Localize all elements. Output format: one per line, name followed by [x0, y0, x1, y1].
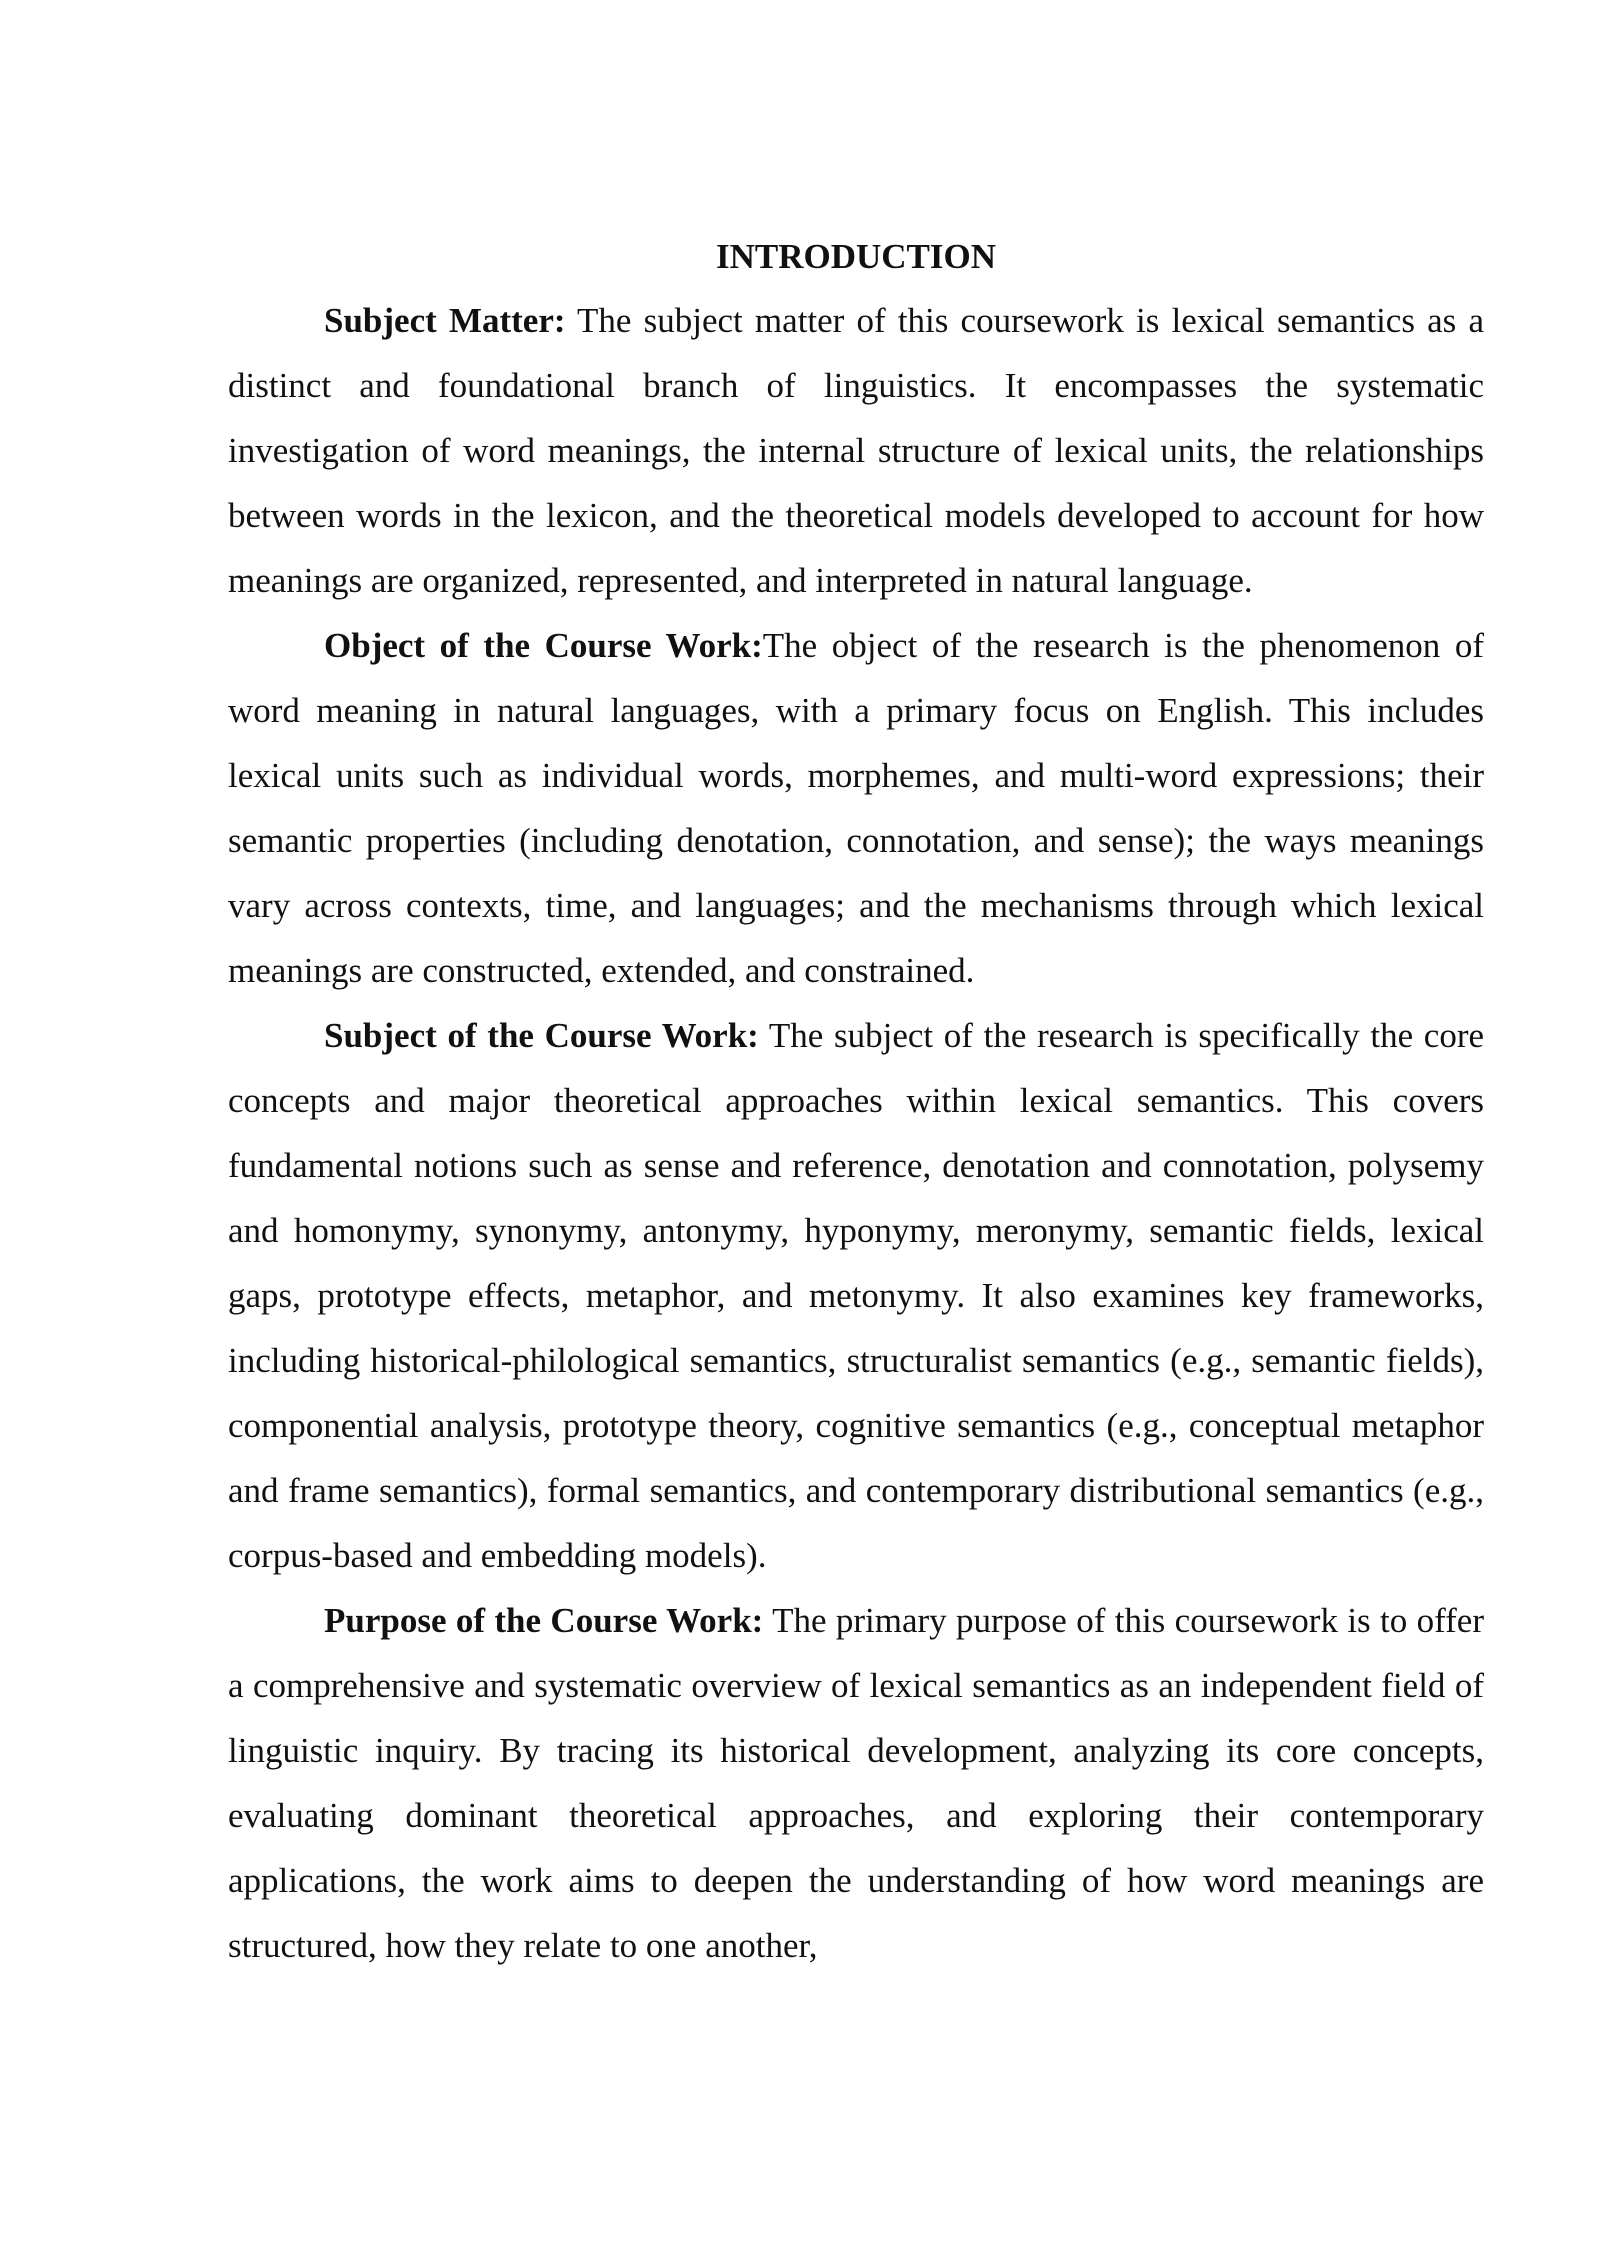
document-body — [228, 226, 1484, 1978]
paragraph-subject — [228, 1003, 1484, 1588]
paragraph-lead: Object of the Course Work: — [324, 626, 763, 665]
paragraph-purpose — [228, 1588, 1484, 1978]
paragraph-text: The subject matter of this coursework is lexical semantics as a distinct and foundational branch of linguistics. It encompasses the systematic investigation of word meanings, the internal structure of lexical units, the relationships between words in the lexicon, and the theoretical models developed to account for how meanings are organized, represented, and interpreted in natural language. — [228, 301, 1484, 600]
paragraph-lead: Subject Matter: — [324, 301, 566, 340]
page-title: INTRODUCTION — [715, 237, 997, 276]
paragraph-text: The subject of the research is specifically the core concepts and major theoretical approaches within lexical semantics. This covers fundamental notions such as sense and reference, denotation and connotation, polysemy and homonymy, synonymy, antonymy, hyponymy, meronymy, semantic fields, lexical gaps, prototype effects, metaphor, and metonymy. It also examines key frameworks, including historical-philological semantics, structuralist semantics (e.g., semantic fields), componential analysis, prototype theory, cognitive semantics (e.g., conceptual metaphor and frame semantics), formal semantics, and contemporary distributional semantics (e.g., corpus-based and embedding models). — [228, 1016, 1485, 1575]
paragraph-lead: Subject of the Course Work: — [324, 1016, 759, 1055]
paragraph-object — [228, 613, 1484, 1003]
paragraph-text: The primary purpose of this coursework is to offer a comprehensive and systematic overview of lexical semantics as an independent field of linguistic inquiry. By tracing its historical development, analyzing its core concepts, evaluating dominant theoretical approaches, and exploring their contemporary applications, the work aims to deepen the understanding of how word meanings are structured, how they relate to one another, — [228, 1601, 1484, 1965]
paragraph-lead: Purpose of the Course Work: — [324, 1601, 764, 1640]
paragraph-text: The object of the research is the phenomenon of word meaning in natural languages, with a primary focus on English. This includes lexical units such as individual words, morphemes, and multi-word expressions; their semantic properties (including denotation, connotation, and sense); the ways meanings vary across contexts, time, and languages; and the mechanisms through which lexical meanings are constructed, extended, and constrained. — [228, 626, 1484, 990]
paragraph-subject-matter — [228, 288, 1484, 613]
